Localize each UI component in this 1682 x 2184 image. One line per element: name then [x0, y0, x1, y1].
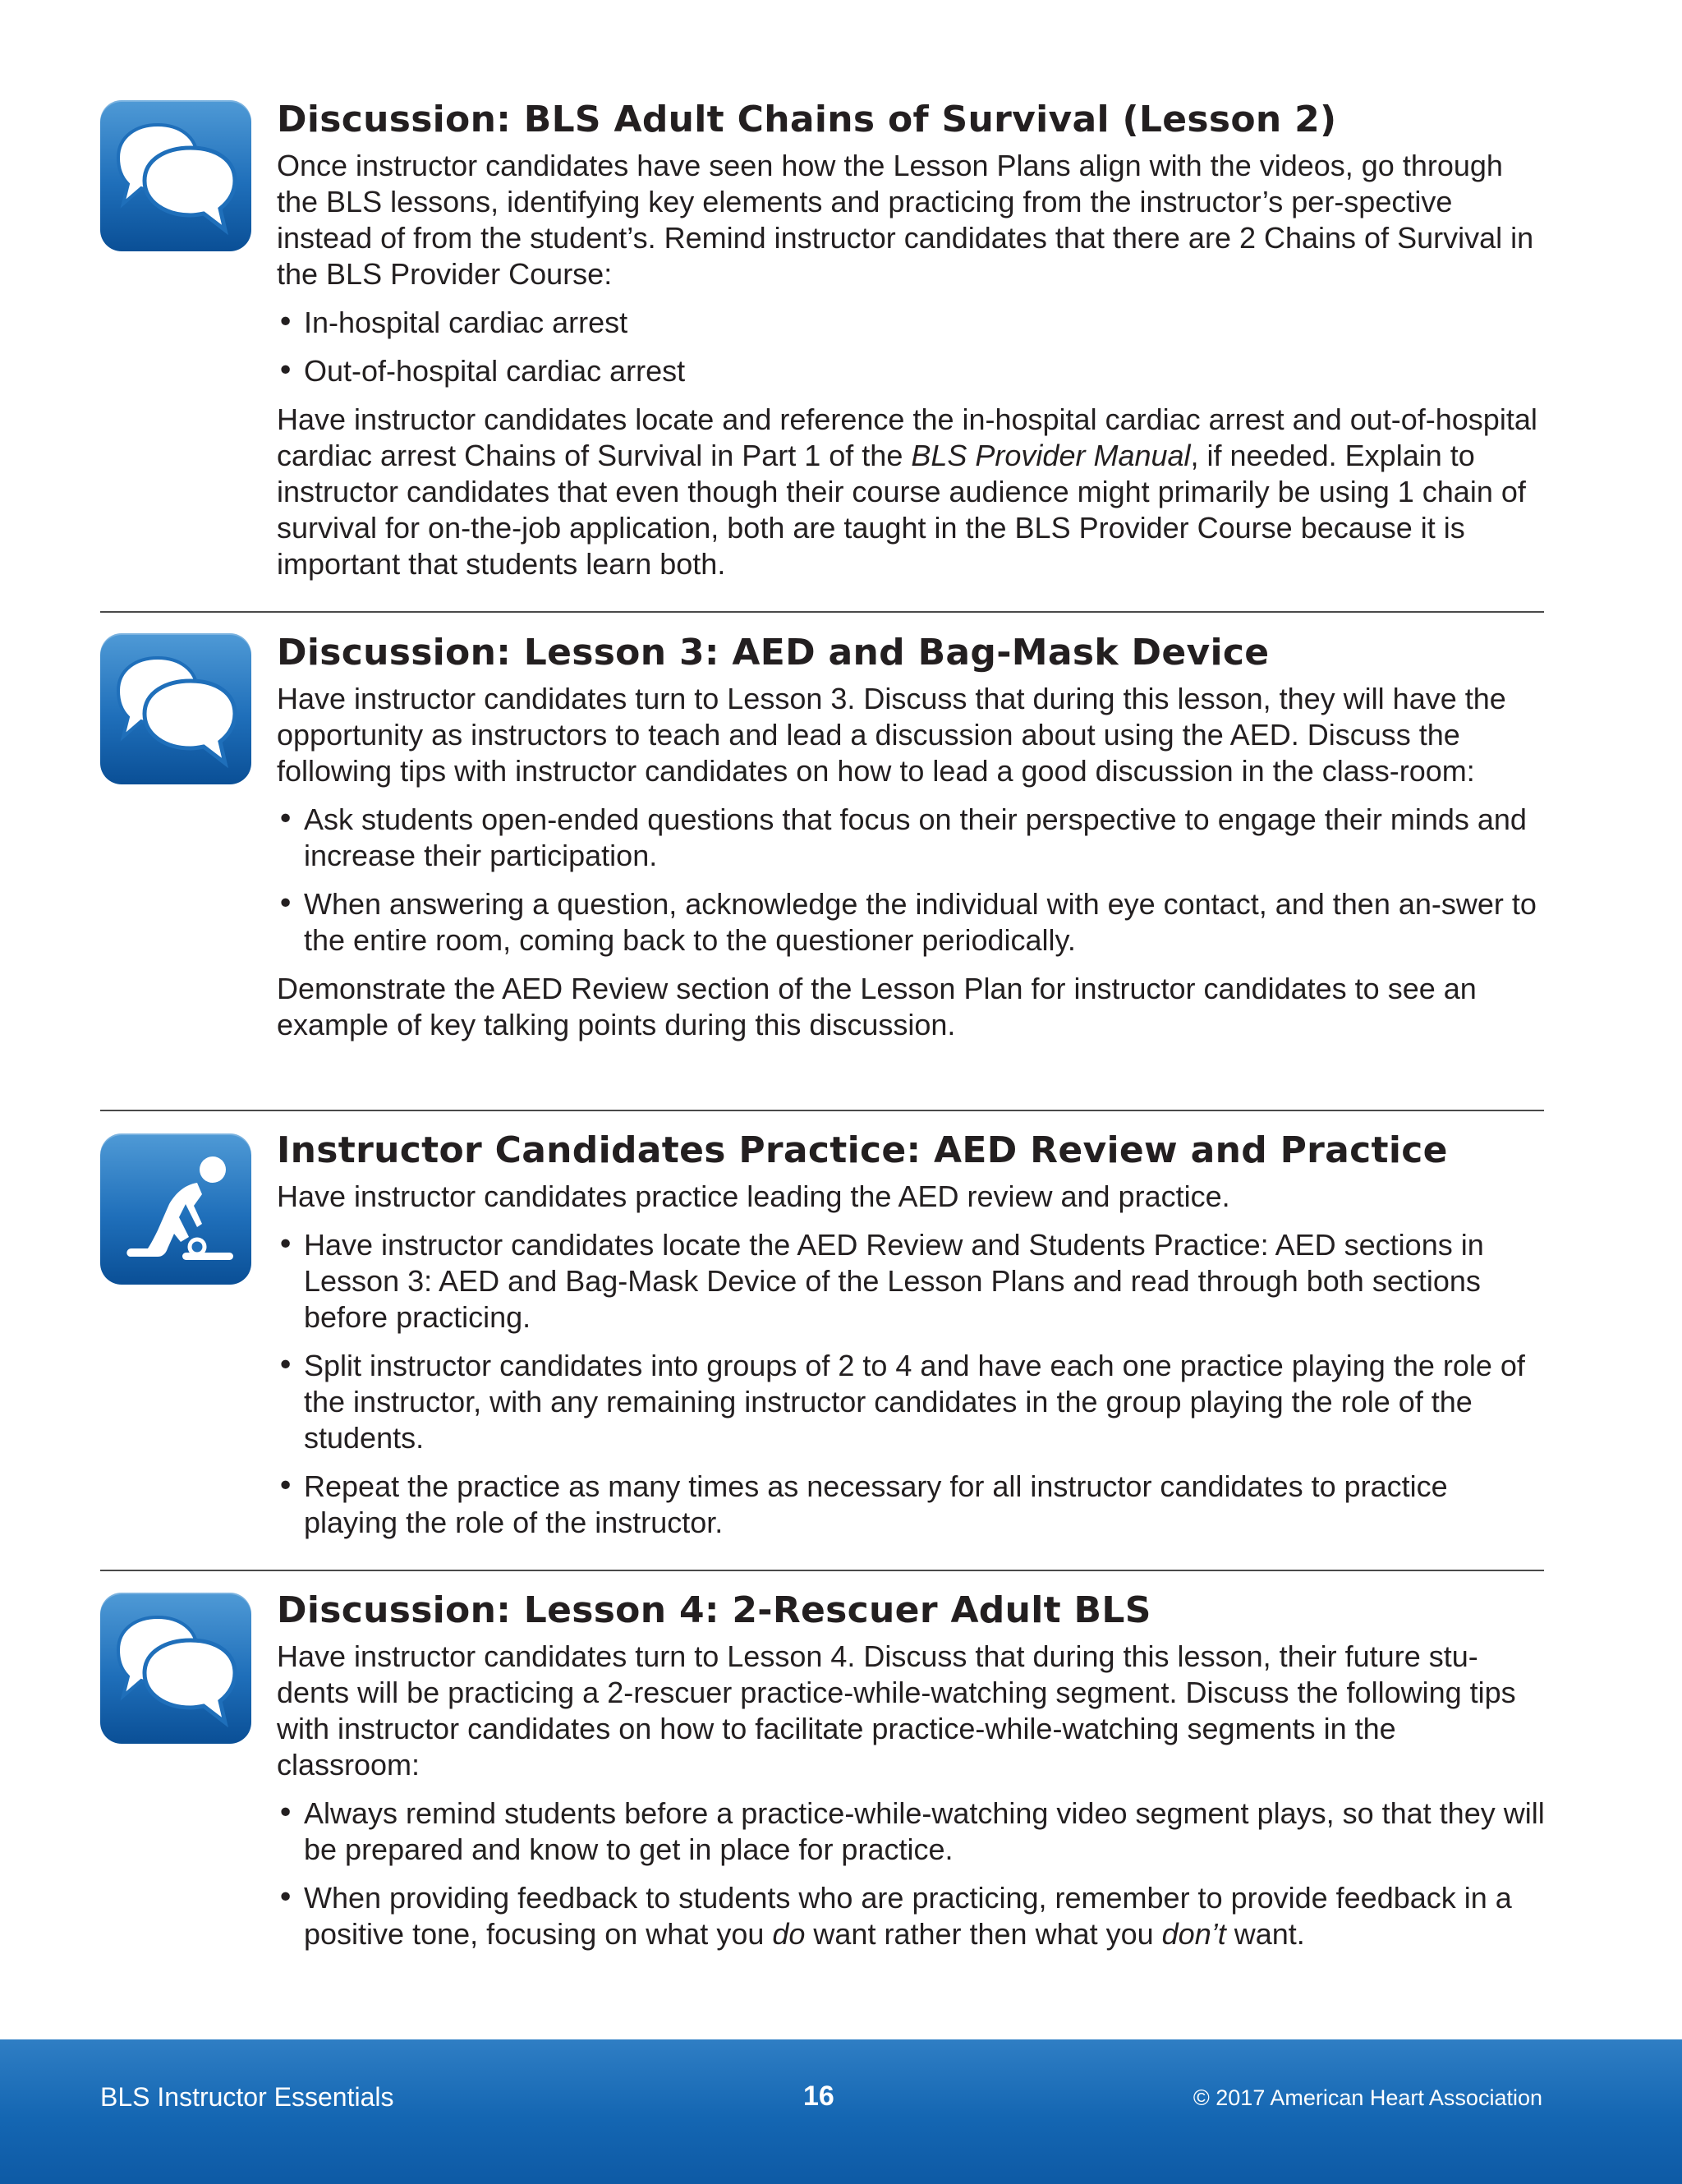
section-content	[277, 97, 1546, 582]
list-item: • Ask students open-ended questions that focus on their perspective to engage their minds and increase their participation.	[277, 802, 1546, 874]
outro-text: Have instructor candidates locate and reference the in-hospital cardiac arrest and out-of-hospital cardiac arrest Chains of Survival in Part 1 of the	[277, 402, 1537, 472]
section-title: Discussion: Lesson 3: AED and Bag-Mask Device	[277, 632, 1270, 674]
bullet-text: want rather then what you	[805, 1917, 1162, 1951]
practice-icon	[100, 1133, 251, 1285]
section-content	[277, 630, 1546, 1043]
discussion-icon	[100, 100, 251, 251]
section-intro: Once instructor candidates have seen how the Lesson Plans align with the videos, go through the BLS lessons, identifying key elements and practicing from the instructor’s per-spective instead of from the student’s. Remind instructor candidates that there are 2 Chains of Survival in the BLS Provider Course:	[277, 149, 1534, 291]
section-title: Discussion: BLS Adult Chains of Survival (Lesson 2)	[277, 99, 1337, 140]
emphasis-do: do	[772, 1917, 806, 1951]
section-outro	[277, 402, 1546, 582]
discussion-icon	[100, 1593, 251, 1744]
bullet-list	[277, 1795, 1546, 1952]
manual-title: BLS Provider Manual	[911, 439, 1191, 472]
bullet-text: want.	[1225, 1917, 1305, 1951]
bullet-list	[277, 802, 1546, 959]
section-outro: Demonstrate the AED Review section of the Lesson Plan for instructor candidates to see an example of key talking points during this discussion.	[277, 972, 1477, 1041]
section-content	[277, 1588, 1546, 1952]
section-intro: Have instructor candidates turn to Lesson 3. Discuss that during this lesson, they will have the opportunity as instructors to teach and lead a discussion about using the AED. Discuss the following tips with instructor candidates on how to lead a good discussion in the class-room:	[277, 682, 1506, 788]
list-item: • When answering a question, acknowledge the individual with eye contact, and then an-swer to the entire room, coming back to the questioner periodically.	[277, 886, 1546, 959]
footer-document-title: BLS Instructor Essentials	[100, 2082, 394, 2112]
section-divider	[100, 611, 1544, 613]
list-item: • Have instructor candidates locate the AED Review and Students Practice: AED sections in Lesson 3: AED and Bag-Mask Device of the Lesson Plans and read through both sections before practicing.	[277, 1227, 1546, 1336]
section-divider	[100, 1110, 1544, 1111]
emphasis-dont: don’t	[1161, 1917, 1226, 1951]
page-footer	[0, 2039, 1682, 2184]
list-item	[277, 1880, 1546, 1952]
bullet-text: When providing feedback to students who are practicing, remember to provide feedback in a positive tone, focusing on what you	[304, 1881, 1512, 1951]
list-item: • Out-of-hospital cardiac arrest	[277, 353, 1546, 389]
section-content	[277, 1128, 1546, 1541]
list-item: • Repeat the practice as many times as necessary for all instructor candidates to practice playing the role of the instructor.	[277, 1469, 1546, 1541]
list-item: • In-hospital cardiac arrest	[277, 305, 1546, 341]
section-title: Discussion: Lesson 4: 2-Rescuer Adult BLS	[277, 1589, 1151, 1631]
section-title: Instructor Candidates Practice: AED Review and Practice	[277, 1129, 1448, 1171]
page-number: 16	[803, 2081, 834, 2112]
discussion-icon	[100, 633, 251, 784]
section-intro: Have instructor candidates practice leading the AED review and practice.	[277, 1179, 1230, 1213]
section-divider	[100, 1570, 1544, 1571]
section-intro: Have instructor candidates turn to Lesson 4. Discuss that during this lesson, their future stu-dents will be practicing a 2-rescuer practice-while-watching segment. Discuss the following tips with instructor candidates on how to facilitate practice-while-watching segments in the classroom:	[277, 1639, 1516, 1782]
outro-text: , if needed. Explain to instructor candidates that even though their course audience might primarily be using 1 chain of survival for on-the-job application, both are taught in the BLS Provider Course because it is important that students learn both.	[277, 439, 1526, 581]
list-item: • Split instructor candidates into groups of 2 to 4 and have each one practice playing the role of the instructor, with any remaining instructor candidates in the group playing the role of the students.	[277, 1348, 1546, 1456]
list-item: • Always remind students before a practice-while-watching video segment plays, so that they will be prepared and know to get in place for practice.	[277, 1795, 1546, 1868]
footer-copyright: © 2017 American Heart Association	[1193, 2085, 1542, 2110]
bullet-list	[277, 305, 1546, 389]
bullet-list	[277, 1227, 1546, 1541]
